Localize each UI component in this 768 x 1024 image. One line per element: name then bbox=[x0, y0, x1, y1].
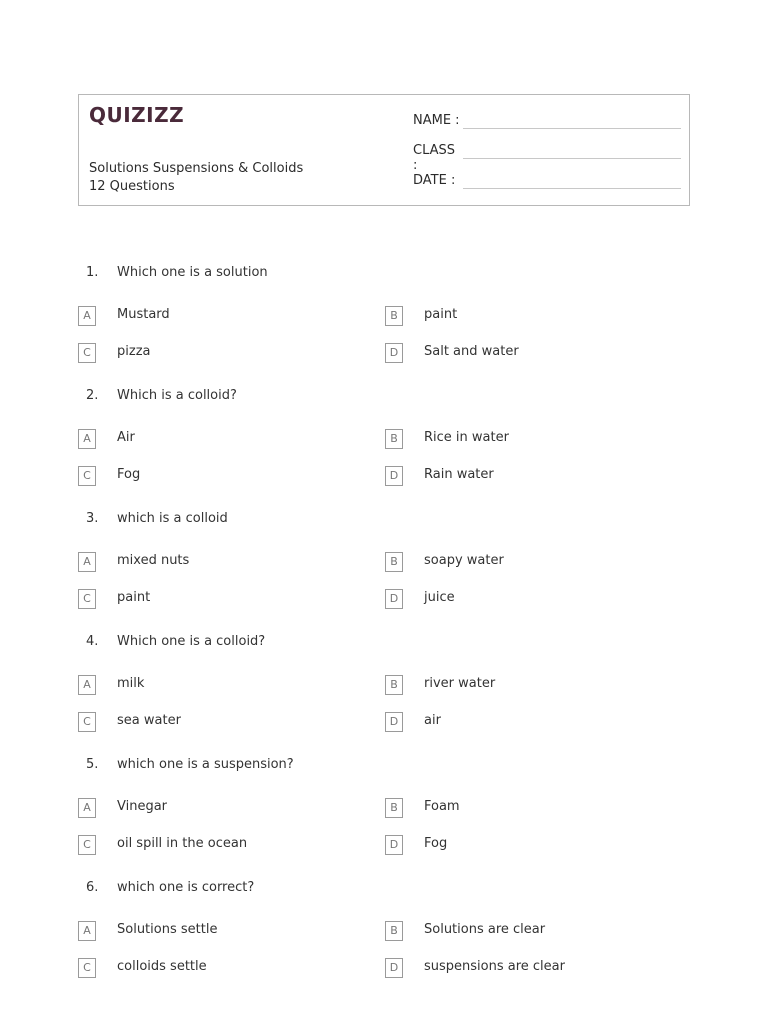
question-number: 2. bbox=[86, 388, 99, 403]
option-text: Salt and water bbox=[424, 344, 519, 359]
class-label: CLASS : bbox=[413, 143, 456, 173]
option-text: paint bbox=[117, 590, 151, 605]
option-text: juice bbox=[424, 590, 455, 605]
option-text: Fog bbox=[424, 836, 448, 851]
option-letter-box[interactable]: A bbox=[78, 306, 96, 326]
question-text: Which one is a colloid? bbox=[117, 634, 266, 649]
option-letter-box[interactable]: D bbox=[385, 712, 403, 732]
option-text: Solutions settle bbox=[117, 922, 218, 937]
question-count: 12 Questions bbox=[89, 179, 175, 194]
quizizz-logo: QUIZIZZ bbox=[89, 103, 185, 127]
question-text: Which is a colloid? bbox=[117, 388, 237, 403]
option-letter-box[interactable]: A bbox=[78, 675, 96, 695]
option-text: Solutions are clear bbox=[424, 922, 546, 937]
option-letter-box[interactable]: D bbox=[385, 589, 403, 609]
option-text: colloids settle bbox=[117, 959, 207, 974]
option-letter-box[interactable]: D bbox=[385, 466, 403, 486]
option-text: air bbox=[424, 713, 441, 728]
option-letter-box[interactable]: B bbox=[385, 798, 403, 818]
option-text: river water bbox=[424, 676, 496, 691]
worksheet-title: Solutions Suspensions & Colloids bbox=[89, 161, 304, 176]
option-letter-box[interactable]: B bbox=[385, 552, 403, 572]
option-letter-box[interactable]: C bbox=[78, 712, 96, 732]
option-text: soapy water bbox=[424, 553, 504, 568]
option-letter-box[interactable]: A bbox=[78, 921, 96, 941]
option-letter-box[interactable]: C bbox=[78, 835, 96, 855]
option-letter-box[interactable]: B bbox=[385, 429, 403, 449]
question-number: 3. bbox=[86, 511, 99, 526]
option-letter-box[interactable]: C bbox=[78, 343, 96, 363]
option-letter-box[interactable]: D bbox=[385, 343, 403, 363]
option-text: Vinegar bbox=[117, 799, 168, 814]
question-number: 4. bbox=[86, 634, 99, 649]
class-field bbox=[413, 143, 463, 173]
option-letter-box[interactable]: C bbox=[78, 958, 96, 978]
question-text: which one is correct? bbox=[117, 880, 255, 895]
question-text: which is a colloid bbox=[117, 511, 228, 526]
option-text: mixed nuts bbox=[117, 553, 190, 568]
worksheet-header bbox=[78, 94, 690, 206]
option-text: sea water bbox=[117, 713, 181, 728]
option-letter-box[interactable]: B bbox=[385, 675, 403, 695]
option-letter-box[interactable]: B bbox=[385, 306, 403, 326]
question-number: 1. bbox=[86, 265, 99, 280]
option-text: suspensions are clear bbox=[424, 959, 565, 974]
name-field bbox=[413, 113, 463, 128]
option-letter-box[interactable]: C bbox=[78, 589, 96, 609]
option-text: Mustard bbox=[117, 307, 170, 322]
option-text: Foam bbox=[424, 799, 460, 814]
date-field bbox=[413, 173, 463, 188]
name-line bbox=[463, 128, 681, 129]
option-text: pizza bbox=[117, 344, 151, 359]
option-text: Air bbox=[117, 430, 135, 445]
option-text: milk bbox=[117, 676, 145, 691]
option-text: Rice in water bbox=[424, 430, 509, 445]
date-label: DATE : bbox=[413, 173, 456, 188]
question-number: 5. bbox=[86, 757, 99, 772]
option-text: paint bbox=[424, 307, 458, 322]
option-text: Fog bbox=[117, 467, 141, 482]
date-line bbox=[463, 188, 681, 189]
name-label: NAME : bbox=[413, 113, 460, 128]
option-letter-box[interactable]: D bbox=[385, 958, 403, 978]
option-letter-box[interactable]: A bbox=[78, 798, 96, 818]
question-number: 6. bbox=[86, 880, 99, 895]
option-letter-box[interactable]: B bbox=[385, 921, 403, 941]
option-text: oil spill in the ocean bbox=[117, 836, 248, 851]
option-text: Rain water bbox=[424, 467, 494, 482]
option-letter-box[interactable]: A bbox=[78, 552, 96, 572]
option-letter-box[interactable]: D bbox=[385, 835, 403, 855]
class-line bbox=[463, 158, 681, 159]
question-text: which one is a suspension? bbox=[117, 757, 294, 772]
question-text: Which one is a solution bbox=[117, 265, 268, 280]
option-letter-box[interactable]: A bbox=[78, 429, 96, 449]
option-letter-box[interactable]: C bbox=[78, 466, 96, 486]
